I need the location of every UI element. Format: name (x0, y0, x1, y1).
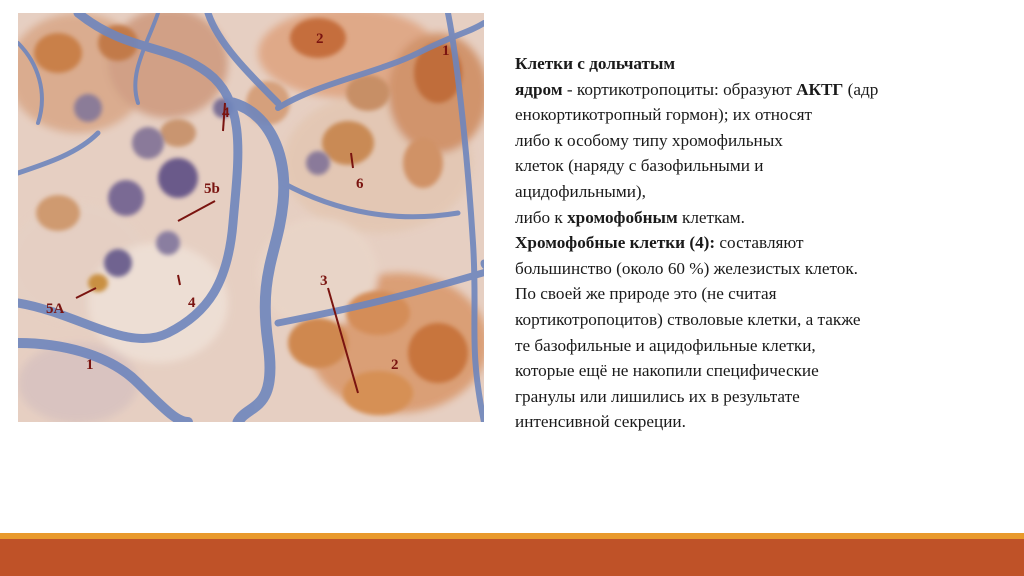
micrograph-svg (18, 13, 484, 422)
text-line-1 (515, 51, 985, 77)
heading-chromophobe-cells: Хромофобные клетки (4): (515, 233, 716, 253)
label-1-top: 1 (442, 43, 450, 59)
label-4-lower: 4 (188, 295, 196, 311)
text-line-8 (515, 230, 985, 256)
heading-lobed-nucleus-cells: Клетки с дольчатым (515, 54, 676, 73)
text-either-to: либо к (515, 207, 568, 227)
text-cells-end: клеткам. (677, 207, 745, 227)
text-line-6: ацидофильными), (515, 181, 646, 201)
text-acth-tail: (адр (843, 79, 879, 99)
micrograph-image (18, 13, 484, 422)
text-line-15: интенсивной секреции. (515, 412, 686, 432)
text-line-13: которые ещё не накопили специфические (515, 361, 819, 381)
text-constitute: составляют (715, 233, 804, 253)
heading-nucleus-word: ядром (515, 79, 563, 99)
label-5a: 5A (46, 301, 65, 317)
text-line-14: гранулы или лишились их в результате (515, 386, 800, 406)
text-line-5: клеток (наряду с базофильными и (515, 156, 764, 176)
label-2-bottom: 2 (391, 357, 399, 373)
term-chromophobic: хромофобным (567, 207, 678, 227)
text-corticotropocytes: - кортикотропоциты: образуют (562, 79, 797, 99)
text-line-4: либо к особому типу хромофильных (515, 130, 783, 150)
text-line-9: большинство (около 60 %) железистых клеток. (515, 258, 858, 278)
term-acth: АКТГ (796, 79, 844, 99)
text-line-12: те базофильные и ацидофильные клетки, (515, 335, 816, 355)
footer-bar (0, 539, 1024, 576)
text-line-11: кортикотропоцитов) стволовые клетки, а также (515, 309, 861, 329)
text-line-7 (515, 205, 985, 231)
label-4-upper: 4 (222, 105, 230, 121)
label-6: 6 (356, 176, 364, 192)
label-5b: 5b (204, 181, 220, 197)
label-3: 3 (320, 273, 328, 289)
label-1-bottom: 1 (86, 357, 94, 373)
description-text (515, 51, 985, 435)
text-line-3: енокортикотропный гормон); их относят (515, 105, 813, 125)
label-2-top: 2 (316, 31, 324, 47)
text-line-2 (515, 77, 985, 103)
text-line-10: По своей же природе это (не считая (515, 284, 777, 304)
